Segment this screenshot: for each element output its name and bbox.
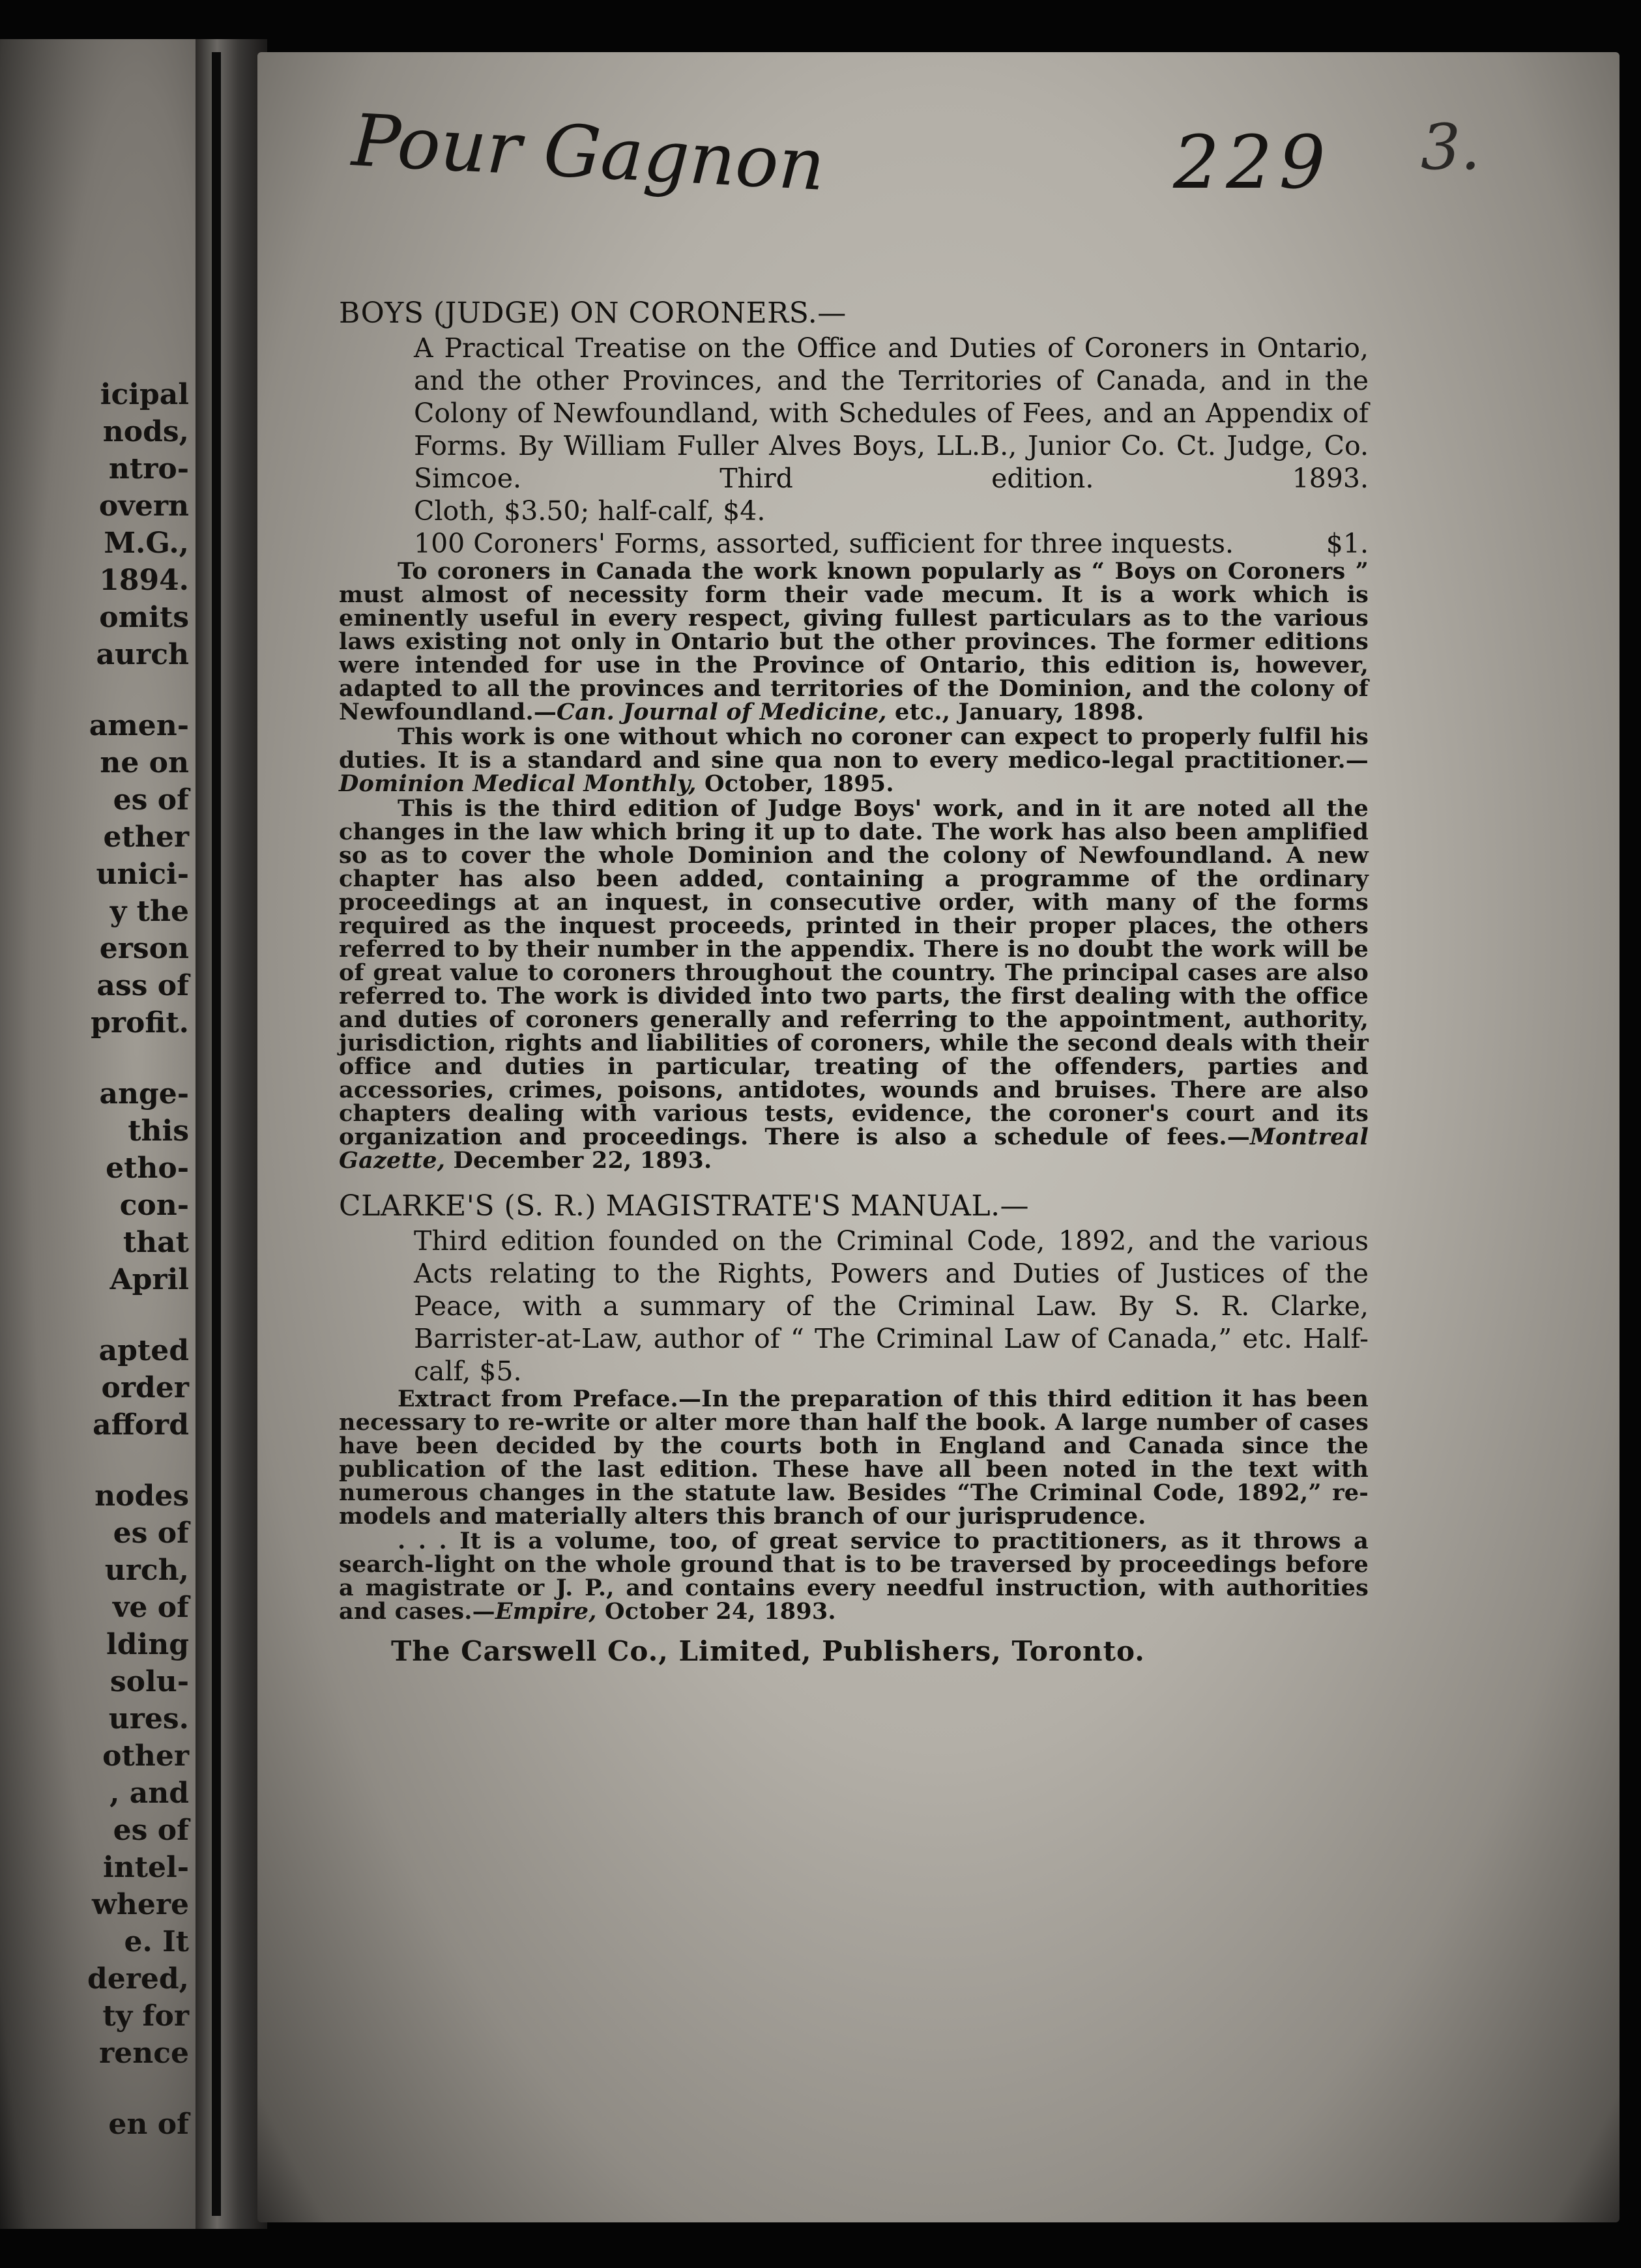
facing-page-fragment: amen- (89, 709, 189, 742)
publisher-imprint: The Carswell Co., Limited, Publishers, Toronto. (391, 1635, 1145, 1667)
review-text: This is the third edition of Judge Boys' work, and in it are noted all the changes in the law which bring it up to date. The work has also been amplified so as to cover the whole Dominion and the colony of Newfoundland. A new chapter has also been added, containing a programme of the ordinary proceedings at an inquest, in consecutive order, with many of the forms required as the inquest proceeds, printed in their proper places, the others referred to by their number in the appendix. There is no doubt the work will be of great value to coroners throughout the country. The principal cases are also referred to. The work is divided into two parts, the first dealing with the office and duties of coroners generally and referring to the appointment, authority, jurisdiction, rights and liabilities of coroners, while the second deals with their office and duties in particular, treating of the offenders, parties and accessories, crimes, poisons, antidotes, wounds and bruises. There are also chapters dealing with various tests, evidence, the coroner's court and its organization and proceedings. There is also a schedule of fees.— (339, 795, 1369, 1150)
boys-review-gazette (339, 797, 1369, 1172)
clarke-description: Third edition founded on the Criminal Code, 1892, and the various Acts relating to the Rights, Powers and Duties of Justices of the Peace, with a summary of the Criminal Law. By S. R. Clarke, Barrister-at-Law, author of “ The Criminal Law of Canada,” etc. Half-calf, $5. (414, 1225, 1369, 1387)
facing-page-fragment: urch, (104, 1554, 189, 1587)
facing-page-fragment: April (109, 1263, 189, 1296)
coroners-forms-text: 100 Coroners' Forms, assorted, sufficient for three inquests. (414, 528, 1234, 559)
book-gutter (196, 39, 267, 2229)
facing-page-fragment: etho- (106, 1152, 189, 1185)
clarke-preface-extract: Extract from Preface.—In the preparation of this third edition it has been necessary to re-write or alter more than half the book. A large number of cases have been decided by the courts both in England and Canada since the publication of the last edition. These have all been noted in the text with numerous changes in the statute law. Besides “The Criminal Code, 1892,” re-models and materially alters this branch of our jurisprudence. (339, 1386, 1369, 1530)
facing-page (0, 39, 196, 2229)
review-source: Empire, (495, 1598, 597, 1625)
boys-review-medicine (339, 560, 1369, 724)
review-text: To coroners in Canada the work known popularly as “ Boys on Coroners ” must almost of necessity form their vade mecum. It is a work which is eminently useful in every respect, giving fullest particulars as to the various laws existing not only in Ontario but the other provinces. The former editions were intended for use in the Province of Ontario, this edition is, however, adapted to all the provinces and territories of the Dominion, and the colony of Newfoundland.— (339, 558, 1369, 725)
facing-page-fragment: nods, (102, 415, 189, 448)
review-date: etc., January, 1898. (886, 699, 1144, 725)
facing-page-fragment: afford (93, 1408, 189, 1442)
facing-page-fragment: es of (113, 1517, 189, 1550)
review-source: Montreal Gazette, (339, 1124, 1369, 1174)
coroners-forms-line (414, 527, 1369, 560)
facing-page-fragment: ne on (100, 746, 189, 779)
review-text: This work is one without which no coroner can expect to properly fulfil his duties. It is a standard and sine qua non to every medico-legal practitioner.— (339, 723, 1369, 774)
binding-edge (212, 52, 221, 2216)
facing-page-fragment: ures. (108, 1702, 189, 1736)
facing-page-fragment: that (123, 1226, 189, 1259)
boys-review-monthly (339, 725, 1369, 796)
review-source: Dominion Medical Monthly, (339, 770, 697, 797)
facing-page-fragment: ve of (112, 1591, 189, 1624)
facing-page-fragment: en of (108, 2108, 189, 2141)
facing-page-fragment: lding (106, 1628, 189, 1661)
facing-page-fragment: other (102, 1739, 189, 1773)
facing-page-fragment: con- (119, 1189, 189, 1222)
facing-page-fragment: ange- (99, 1077, 189, 1111)
facing-page-fragment: M.G., (104, 527, 189, 560)
clarke-listing (339, 1189, 1369, 1623)
facing-page-fragment: erson (99, 932, 189, 965)
clarke-review-empire (339, 1530, 1369, 1623)
facing-page-fragment: solu- (109, 1665, 189, 1698)
facing-page-fragment: this (128, 1114, 189, 1148)
facing-page-fragment: e. It (124, 1925, 189, 1958)
facing-page-fragment: ass of (96, 969, 189, 1002)
facing-page-fragment: omits (99, 601, 189, 634)
facing-page-fragment: apted (98, 1334, 189, 1367)
facing-page-fragment: aurch (96, 638, 189, 671)
facing-page-fragment: profit. (91, 1006, 189, 1040)
review-text: . . . It is a volume, too, of great service to practitioners, as it throws a search-light on the whole ground that is to be traversed by proceedings before a magistrate or J. P., and contains every needful instruction, with authorities and cases.— (339, 1528, 1369, 1625)
facing-page-fragment: , and (109, 1777, 189, 1810)
coroners-forms-price: $1. (1326, 528, 1369, 559)
facing-page-fragment: ty for (102, 1999, 189, 2033)
facing-page-fragment: ether (103, 821, 189, 854)
facing-page-fragment: ntro- (108, 452, 189, 486)
handwritten-name: Pour Gagnon (350, 98, 827, 207)
facing-page-fragment: 1894. (99, 564, 189, 597)
facing-page-fragment: rence (99, 2037, 189, 2070)
review-date: October, 1895. (696, 770, 894, 797)
boys-listing (339, 297, 1369, 1172)
facing-page-fragment: intel- (103, 1851, 189, 1884)
facing-page-fragment: dered, (87, 1962, 189, 1996)
facing-page-fragment: nodes (94, 1479, 189, 1513)
review-date: October 24, 1893. (596, 1598, 836, 1625)
facing-page-fragment: icipal (100, 378, 189, 411)
facing-page-fragment: overn (98, 489, 189, 523)
facing-page-fragment: unici- (96, 858, 189, 891)
clarke-heading: CLARKE'S (S. R.) MAGISTRATE'S MANUAL.— (339, 1189, 1030, 1223)
advertisement-content (339, 297, 1369, 1667)
handwritten-page-number: 229 (1173, 121, 1332, 205)
review-date: December 22, 1893. (445, 1147, 712, 1174)
facing-page-fragment: es of (113, 783, 189, 817)
facing-page-fragment: y the (109, 895, 189, 928)
review-source: Can. Journal of Medicine, (557, 699, 887, 725)
facing-page-fragment: where (91, 1888, 189, 1921)
facing-page-fragment: es of (113, 1814, 189, 1847)
boys-description: A Practical Treatise on the Office and Duties of Coroners in Ontario, and the other Provinces, and the Territories of Canada, and in the Colony of Newfoundland, with Schedules of Fees, and an Appendix of Forms. By William Fuller Alves Boys, LL.B., Junior Co. Ct. Judge, Co. Simcoe. Third edition. 1893. (414, 332, 1369, 494)
boys-heading: BOYS (JUDGE) ON CORONERS.— (339, 297, 847, 330)
boys-price: Cloth, $3.50; half-calf, $4. (414, 495, 766, 527)
handwritten-mark: 3. (1421, 111, 1481, 184)
facing-page-fragment: order (101, 1371, 189, 1404)
